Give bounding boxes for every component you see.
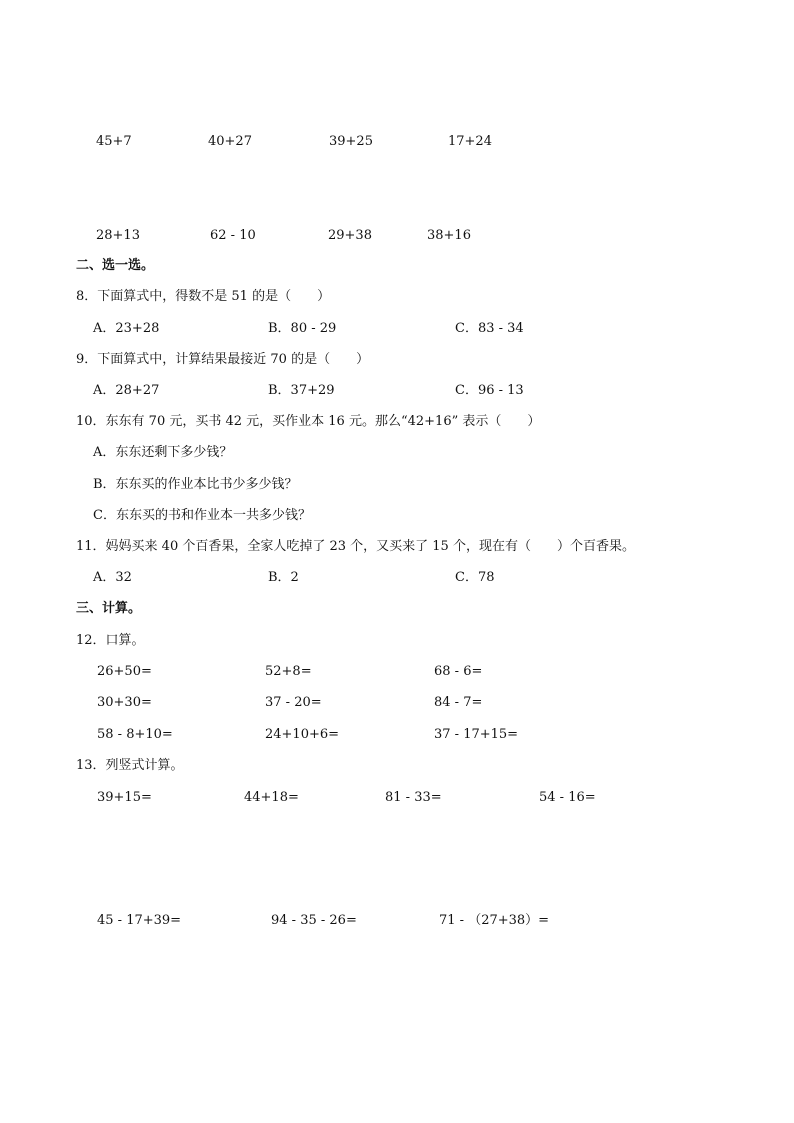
q9-option-c: C．96 - 13 xyxy=(455,383,524,398)
q9-option-b: B．37+29 xyxy=(268,383,335,398)
q11-option-a: A．32 xyxy=(93,570,132,585)
q11-option-b: B．2 xyxy=(268,570,299,585)
expr-40-27: 40+27 xyxy=(208,134,252,149)
expr-29-38: 29+38 xyxy=(328,228,372,243)
q13-item: 44+18= xyxy=(244,790,299,805)
section-3-title: 三、计算。 xyxy=(76,601,142,616)
question-12: 12．口算。 xyxy=(76,633,145,648)
expr-28-13: 28+13 xyxy=(96,228,140,243)
question-10: 10．东东有 70 元，买书 42 元，买作业本 16 元。那么“42+16” 表示（ ） xyxy=(76,414,541,429)
q12-item: 37 - 17+15= xyxy=(434,727,519,742)
q11-option-c: C．78 xyxy=(455,570,495,585)
expr-62-10: 62 - 10 xyxy=(210,228,256,243)
q8-option-c: C．83 - 34 xyxy=(455,321,524,336)
question-11: 11．妈妈买来 40 个百香果，全家人吃掉了 23 个，又买来了 15 个，现在有（ ）个百香果。 xyxy=(76,539,635,554)
expr-45-7: 45+7 xyxy=(96,134,132,149)
q8-option-b: B．80 - 29 xyxy=(268,321,337,336)
q12-item: 37 - 20= xyxy=(265,695,322,710)
expr-39-25: 39+25 xyxy=(329,134,373,149)
q13-item: 45 - 17+39= xyxy=(97,913,182,928)
q13-item: 54 - 16= xyxy=(539,790,596,805)
q13-item: 71 - （27+38）= xyxy=(439,913,550,928)
question-8: 8．下面算式中，得数不是 51 的是（ ） xyxy=(76,289,331,304)
q12-item: 52+8= xyxy=(265,664,312,679)
q10-option-a: A．东东还剩下多少钱？ xyxy=(93,445,233,460)
q12-item: 58 - 8+10= xyxy=(97,727,173,742)
q10-option-c: C．东东买的书和作业本一共多少钱？ xyxy=(93,508,311,523)
question-9: 9．下面算式中，计算结果最接近 70 的是（ ） xyxy=(76,352,370,367)
q10-option-b: B．东东买的作业本比书少多少钱？ xyxy=(93,477,298,492)
q12-item: 68 - 6= xyxy=(434,664,483,679)
q12-item: 84 - 7= xyxy=(434,695,483,710)
q13-item: 94 - 35 - 26= xyxy=(271,913,357,928)
q12-item: 30+30= xyxy=(97,695,152,710)
q8-option-a: A．23+28 xyxy=(93,321,160,336)
q12-item: 24+10+6= xyxy=(265,727,340,742)
section-2-title: 二、选一选。 xyxy=(76,258,155,273)
question-13: 13．列竖式计算。 xyxy=(76,758,184,773)
expr-38-16: 38+16 xyxy=(427,228,471,243)
q12-item: 26+50= xyxy=(97,664,152,679)
q13-item: 81 - 33= xyxy=(385,790,442,805)
q13-item: 39+15= xyxy=(97,790,152,805)
q9-option-a: A．28+27 xyxy=(93,383,160,398)
expr-17-24: 17+24 xyxy=(448,134,492,149)
